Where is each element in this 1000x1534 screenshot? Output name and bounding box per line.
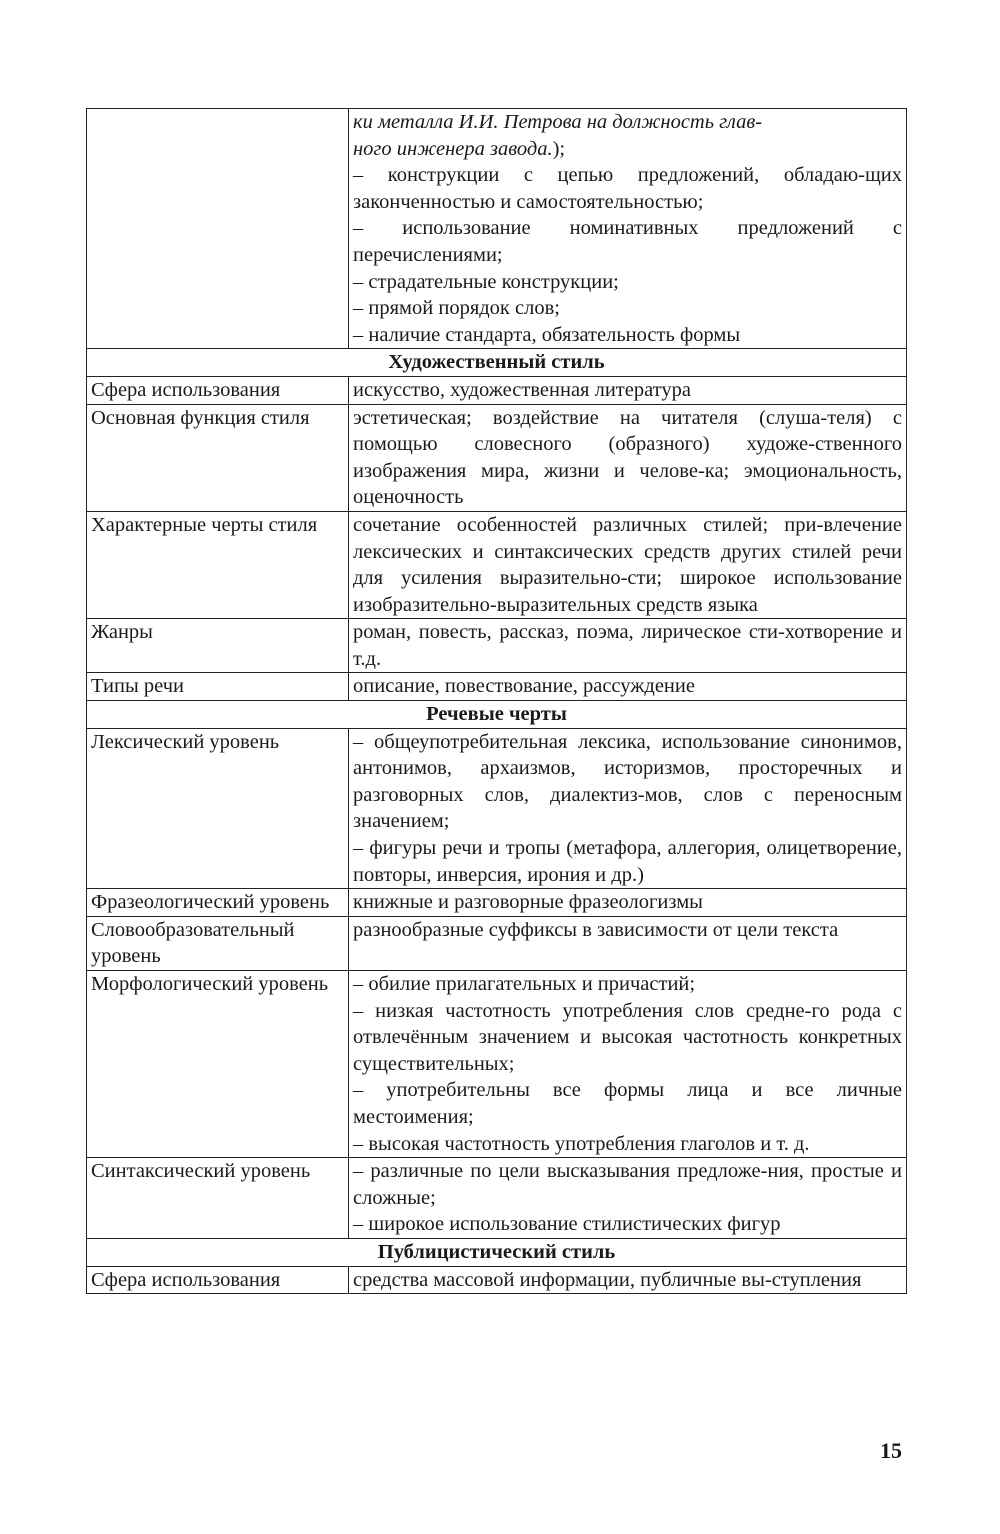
value-cell <box>349 971 907 1158</box>
italic-example-line: ного инженера завода. <box>353 137 553 160</box>
value-cell: роман, повесть, рассказ, поэма, лирическое сти-хотворение и т.д. <box>349 619 907 673</box>
italic-example-tail: ); <box>552 137 566 160</box>
list-item: – общеупотребительная лексика, использование синонимов, антонимов, архаизмов, историзмов, просторечных и разговорных слов, диалектиз-мов, слов с переносным значением; <box>353 730 902 833</box>
table-row <box>87 916 907 970</box>
label-cell: Сфера использования <box>87 1266 349 1294</box>
italic-example-line: ки металла И.И. Петрова на должность глав- <box>353 111 763 133</box>
list-item: – широкое использование стилистических фигур <box>353 1213 781 1236</box>
list-item: – высокая частотность употребления глаголов и т. д. <box>353 1132 810 1155</box>
value-cell: описание, повествование, рассуждение <box>349 673 907 701</box>
list-item: книжные и разговорные фразеологизмы <box>353 891 703 914</box>
value-cell <box>349 728 907 889</box>
section-heading-row <box>87 701 907 729</box>
label-cell: Словообразовательный уровень <box>87 916 349 970</box>
table-row <box>87 511 907 618</box>
style-table <box>86 108 907 1294</box>
list-item: – страдательные конструкции; <box>353 270 619 293</box>
table-row <box>87 971 907 1158</box>
label-cell <box>87 109 349 349</box>
section-heading-pub: Публицистический стиль <box>87 1238 907 1266</box>
label-cell: Основная функция стиля <box>87 404 349 511</box>
table-row <box>87 1158 907 1239</box>
label-cell: Сфера использования <box>87 376 349 404</box>
section-heading-row <box>87 1238 907 1266</box>
label-cell: Морфологический уровень <box>87 971 349 1158</box>
value-cell <box>349 1158 907 1239</box>
list-item: – прямой порядок слов; <box>353 297 560 320</box>
section-heading-speech: Речевые черты <box>87 701 907 729</box>
table-row <box>87 619 907 673</box>
table-row <box>87 728 907 889</box>
value-cell <box>349 916 907 970</box>
section-heading-art: Художественный стиль <box>87 349 907 377</box>
list-item: – низкая частотность употребления слов средне-го рода с отвлечённым значением и высокая частотность конкретных существительных; <box>353 999 902 1075</box>
table-row <box>87 109 907 349</box>
label-cell: Фразеологический уровень <box>87 889 349 917</box>
value-cell <box>349 109 907 349</box>
table-row <box>87 673 907 701</box>
table-row <box>87 376 907 404</box>
list-item: – обилие прилагательных и причастий; <box>353 973 696 995</box>
list-item: разнообразные суффиксы в зависимости от цели текста <box>353 918 839 941</box>
list-item: – различные по цели высказывания предложе-ния, простые и сложные; <box>353 1160 902 1209</box>
value-cell: эстетическая; воздействие на читателя (слуша-теля) с помощью словесного (образного) художе-ственного изображения мира, жизни и челове-ка; эмоциональность, оценочность <box>349 404 907 511</box>
label-cell: Лексический уровень <box>87 728 349 889</box>
list-item: – употребительны все формы лица и все личные местоимения; <box>353 1079 902 1128</box>
value-cell: средства массовой информации, публичные вы-ступления <box>349 1266 907 1294</box>
table-row <box>87 889 907 917</box>
value-cell <box>349 889 907 917</box>
value-cell: сочетание особенностей различных стилей; при-влечение лексических и синтаксических средств других стилей речи для усиления выразительно-сти; широкое использование изобразительно-выразительных средств языка <box>349 511 907 618</box>
label-cell: Типы речи <box>87 673 349 701</box>
label-cell: Синтаксический уровень <box>87 1158 349 1239</box>
section-heading-row <box>87 349 907 377</box>
label-cell: Характерные черты стиля <box>87 511 349 618</box>
page-number: 15 <box>880 1438 902 1463</box>
table-row <box>87 1266 907 1294</box>
list-item: – наличие стандарта, обязательность формы <box>353 323 741 346</box>
list-item: – фигуры речи и тропы (метафора, аллегория, олицетворение, повторы, инверсия, ирония и др.) <box>353 837 902 886</box>
list-item: – конструкции с цепью предложений, обладаю-щих законченностью и самостоятельностью; <box>353 164 902 213</box>
list-item: – использование номинативных предложений с перечислениями; <box>353 217 902 266</box>
value-cell: искусство, художественная литература <box>349 376 907 404</box>
label-cell: Жанры <box>87 619 349 673</box>
table-row <box>87 404 907 511</box>
